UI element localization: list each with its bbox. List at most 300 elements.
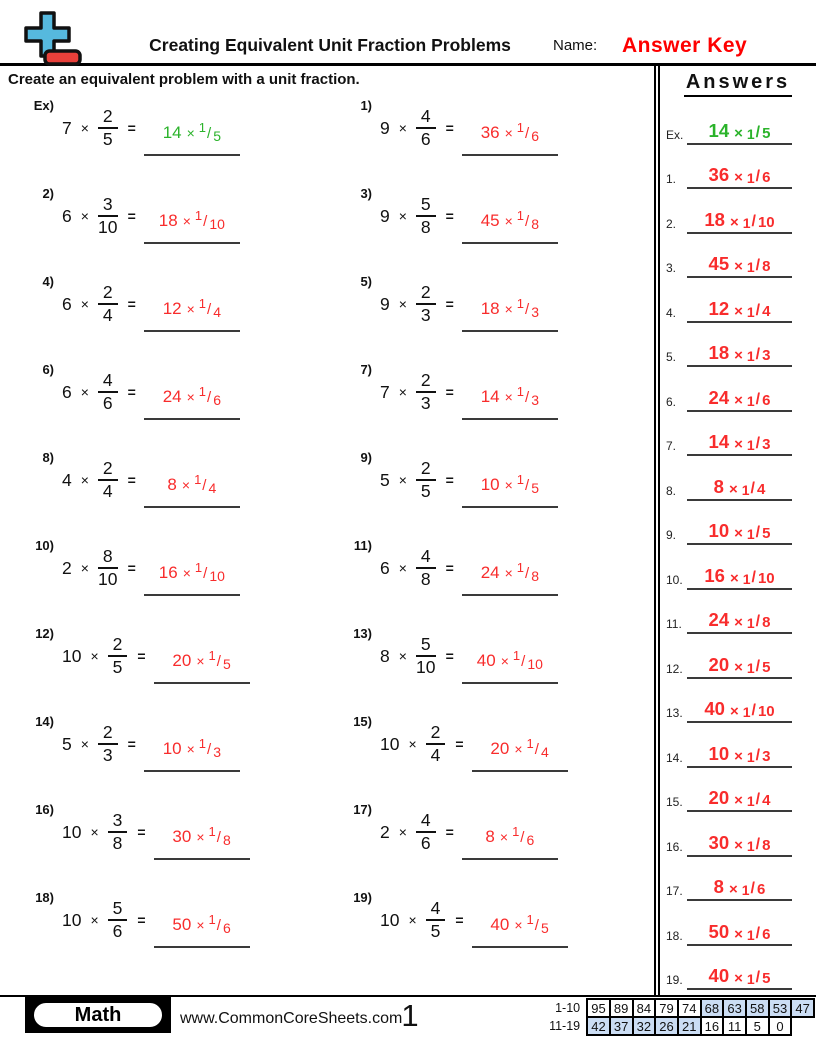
times-icon: × <box>80 472 89 488</box>
score-cell: 16 <box>700 1016 725 1036</box>
problem-number: 18) <box>35 890 54 905</box>
times-icon: × <box>80 296 89 312</box>
answer-multiplier: 20 <box>172 651 192 670</box>
answer-row <box>666 100 792 145</box>
fraction-denominator: 10 <box>416 657 436 677</box>
worksheet-footer <box>0 995 816 1056</box>
answer-unit-numerator: 1 <box>512 648 521 663</box>
answer-times-icon: × <box>734 258 743 275</box>
whole-number: 2 <box>380 821 390 842</box>
fraction-denominator: 5 <box>102 129 113 149</box>
problem-number: 5) <box>360 274 372 289</box>
times-icon: × <box>398 824 407 840</box>
fraction <box>416 635 436 677</box>
answer-denominator: 6 <box>531 128 539 144</box>
answer-unit-numerator: 1 <box>516 560 525 575</box>
problem-item <box>338 876 654 964</box>
score-cell: 95 <box>586 998 611 1018</box>
answer-value <box>687 501 792 546</box>
equals-sign: = <box>455 736 464 752</box>
fraction <box>98 547 118 589</box>
answer-unit-numerator: 1 <box>516 384 525 399</box>
answer-denominator: 3 <box>213 744 221 760</box>
whole-number: 5 <box>62 733 72 754</box>
answer-times-icon: × <box>500 653 509 669</box>
fraction-numerator: 4 <box>98 371 118 393</box>
website-url: www.CommonCoreSheets.com <box>180 1010 403 1027</box>
answer-times-icon: × <box>734 614 743 631</box>
fraction-denominator: 8 <box>420 217 431 237</box>
answer-denominator: 5 <box>540 920 549 936</box>
answer-times-icon: × <box>734 436 743 453</box>
answer-slash: / <box>750 479 755 497</box>
score-table <box>539 998 813 1036</box>
answer-blank <box>462 296 558 332</box>
answer-denominator: 3 <box>531 392 539 408</box>
page-number: 1 <box>401 998 419 1033</box>
answer-multiplier: 10 <box>708 742 730 764</box>
problem-number: 13) <box>353 626 372 641</box>
score-row <box>539 998 813 1018</box>
answer-value <box>687 545 792 590</box>
answer-multiplier: 20 <box>490 739 510 758</box>
answer-row <box>666 278 792 323</box>
fraction-denominator: 10 <box>98 217 118 237</box>
answers-panel <box>654 66 816 995</box>
answer-row-number: 18. <box>666 928 683 943</box>
times-icon: × <box>80 208 89 224</box>
answer-unit-numerator: 1 <box>742 570 751 587</box>
fraction-numerator: 5 <box>416 635 436 657</box>
answer-times-icon: × <box>196 653 205 669</box>
answer-blank <box>462 472 558 508</box>
answer-multiplier: 24 <box>708 609 730 630</box>
answer-slash: / <box>207 125 212 142</box>
answer-row-number: 1. <box>666 172 677 186</box>
answer-times-icon: × <box>734 347 743 364</box>
score-cell: 58 <box>745 998 770 1018</box>
answer-unit-numerator: 1 <box>516 296 525 311</box>
answer-denominator: 5 <box>762 658 771 676</box>
equals-sign: = <box>445 560 454 576</box>
answer-unit-numerator: 1 <box>198 296 207 311</box>
answer-times-icon: × <box>504 565 513 581</box>
answer-slash: / <box>207 301 212 318</box>
fraction <box>416 371 436 413</box>
answer-denominator: 4 <box>540 744 549 760</box>
answer-blank <box>144 120 240 156</box>
answer-times-icon: × <box>504 389 513 405</box>
answer-blank <box>462 648 558 684</box>
problem-number: 10) <box>35 538 54 553</box>
answer-unit-numerator: 1 <box>194 560 203 575</box>
answer-times-icon: × <box>182 565 191 581</box>
answer-slash: / <box>525 565 530 582</box>
equals-sign: = <box>127 120 136 136</box>
problem-item <box>20 172 338 260</box>
fraction-denominator: 3 <box>420 393 431 413</box>
answer-row-number: 3. <box>666 261 677 275</box>
answer-slash: / <box>751 702 756 719</box>
answer-multiplier: 14 <box>708 119 730 141</box>
answer-row <box>666 946 792 991</box>
answer-row-number: 9. <box>666 528 677 542</box>
answer-slash: / <box>755 257 761 274</box>
answer-slash: / <box>750 880 755 897</box>
answer-row-number: 5. <box>666 350 677 364</box>
problem-item <box>338 348 654 436</box>
problem-number: Ex) <box>33 98 54 113</box>
answer-multiplier: 45 <box>708 253 730 274</box>
fraction-denominator: 4 <box>102 305 113 325</box>
times-icon: × <box>398 208 407 224</box>
problem-item <box>338 84 654 172</box>
fraction-denominator: 4 <box>430 745 441 765</box>
answer-denominator: 5 <box>222 656 231 672</box>
equals-sign: = <box>137 912 146 928</box>
fraction-numerator: 3 <box>98 195 118 217</box>
answer-slash: / <box>520 829 525 846</box>
answer-unit-numerator: 1 <box>746 125 755 142</box>
fraction-denominator: 6 <box>102 393 113 413</box>
whole-number: 2 <box>62 557 72 578</box>
answer-times-icon: × <box>734 925 743 943</box>
answer-multiplier: 18 <box>158 211 178 230</box>
answer-slash: / <box>216 917 221 934</box>
problem-number: 12) <box>35 626 54 641</box>
answer-slash: / <box>755 613 761 630</box>
answer-denominator: 3 <box>762 747 771 765</box>
fraction-numerator: 5 <box>416 195 436 217</box>
fraction-numerator: 4 <box>416 107 436 129</box>
fraction-denominator: 8 <box>420 569 431 589</box>
answer-blank <box>472 736 568 772</box>
equals-sign: = <box>137 648 146 664</box>
problem-item <box>20 348 338 436</box>
answer-slash: / <box>755 657 761 675</box>
answer-times-icon: × <box>734 658 743 676</box>
answer-multiplier: 10 <box>162 739 182 758</box>
answer-slash: / <box>203 213 208 230</box>
problem-item <box>338 260 654 348</box>
answer-denominator: 6 <box>762 169 771 186</box>
answer-value <box>687 857 792 902</box>
answer-value <box>687 768 792 813</box>
fraction-numerator: 2 <box>98 107 118 129</box>
problem-number: 17) <box>353 802 372 817</box>
equals-sign: = <box>127 296 136 312</box>
answer-times-icon: × <box>514 917 523 933</box>
answer-slash: / <box>534 917 539 934</box>
problem-item <box>20 788 338 876</box>
answer-denominator: 6 <box>222 920 231 936</box>
answer-multiplier: 12 <box>708 297 730 319</box>
answer-times-icon: × <box>186 741 195 757</box>
answer-row-number: 8. <box>666 483 677 498</box>
answer-row-number: 19. <box>666 973 683 987</box>
problem-number: 7) <box>360 362 372 377</box>
answer-unit-numerator: 1 <box>746 392 755 409</box>
answer-slash: / <box>207 741 212 758</box>
answer-unit-numerator: 1 <box>746 971 755 987</box>
score-row-label: 11-19 <box>549 1019 581 1033</box>
answer-denominator: 5 <box>762 525 771 542</box>
answer-slash: / <box>203 565 208 582</box>
whole-number: 10 <box>62 821 82 842</box>
fraction-numerator: 8 <box>98 547 118 569</box>
answer-row <box>666 901 792 946</box>
answer-slash: / <box>216 653 221 670</box>
score-cell: 42 <box>586 1016 611 1036</box>
answer-unit-numerator: 1 <box>746 526 755 542</box>
answer-multiplier: 18 <box>704 208 725 230</box>
answer-slash: / <box>755 123 761 141</box>
fraction <box>108 635 128 677</box>
answer-row <box>666 145 792 190</box>
answer-value <box>687 100 792 145</box>
answer-blank <box>462 824 558 860</box>
fraction <box>426 899 446 941</box>
answer-slash: / <box>207 389 212 406</box>
answer-denominator: 5 <box>531 480 539 496</box>
answer-multiplier: 40 <box>490 915 510 934</box>
answer-times-icon: × <box>514 741 523 757</box>
fraction <box>98 723 118 765</box>
answer-times-icon: × <box>196 829 205 845</box>
answer-multiplier: 24 <box>708 386 730 408</box>
problem-number: 8) <box>42 450 54 465</box>
times-icon: × <box>398 120 407 136</box>
fraction <box>426 723 446 765</box>
answer-times-icon: × <box>734 391 743 409</box>
problem-number: 11) <box>353 538 372 553</box>
fraction <box>416 107 436 149</box>
answer-denominator: 4 <box>762 302 771 320</box>
answer-times-icon: × <box>504 477 513 493</box>
answer-row-number: 7. <box>666 439 677 453</box>
answer-slash: / <box>755 746 761 764</box>
answer-blank <box>144 560 240 596</box>
score-cell: 32 <box>632 1016 657 1036</box>
answer-value <box>687 145 792 190</box>
answer-multiplier: 20 <box>708 787 730 808</box>
equals-sign: = <box>445 472 454 488</box>
problem-number: 19) <box>353 890 372 905</box>
name-label: Name: <box>553 37 598 54</box>
fraction-denominator: 5 <box>420 481 431 501</box>
answer-row <box>666 723 792 768</box>
fraction-denominator: 5 <box>112 657 123 677</box>
answer-denominator: 10 <box>757 569 775 587</box>
answer-multiplier: 14 <box>480 387 500 406</box>
fraction <box>98 283 118 325</box>
problems-area <box>0 66 654 995</box>
equals-sign: = <box>127 208 136 224</box>
answer-row <box>666 857 792 902</box>
times-icon: × <box>90 824 99 840</box>
answer-times-icon: × <box>182 213 191 229</box>
answer-denominator: 5 <box>762 124 771 142</box>
answer-times-icon: × <box>499 829 509 845</box>
answer-unit-numerator: 1 <box>516 208 525 223</box>
subject-label: Math <box>32 1001 164 1029</box>
fraction-denominator: 3 <box>420 305 431 325</box>
answer-times-icon: × <box>734 169 743 186</box>
answer-multiplier: 18 <box>708 342 730 363</box>
answer-denominator: 4 <box>208 480 217 496</box>
answer-multiplier: 50 <box>172 915 192 934</box>
fraction-denominator: 6 <box>420 833 431 853</box>
times-icon: × <box>80 560 89 576</box>
answer-denominator: 10 <box>757 213 775 231</box>
problem-item <box>20 436 338 524</box>
fraction-numerator: 3 <box>108 811 128 833</box>
answer-times-icon: × <box>734 970 743 987</box>
problem-item <box>338 788 654 876</box>
problem-number: 1) <box>360 98 372 113</box>
answer-slash: / <box>755 924 761 942</box>
score-row-label: 1-10 <box>555 1001 581 1015</box>
fraction <box>98 371 118 413</box>
answer-multiplier: 40 <box>704 698 725 719</box>
answer-unit-numerator: 1 <box>208 912 216 927</box>
score-cell: 37 <box>609 1016 634 1036</box>
fraction <box>416 459 436 501</box>
score-cell: 47 <box>790 998 815 1018</box>
answer-slash: / <box>521 653 526 670</box>
answer-slash: / <box>525 389 530 406</box>
answer-value <box>687 412 792 457</box>
answer-slash: / <box>755 524 761 541</box>
answer-times-icon: × <box>728 881 738 898</box>
score-cell: 63 <box>722 998 747 1018</box>
answer-unit-numerator: 1 <box>194 472 202 487</box>
fraction-denominator: 5 <box>430 921 441 941</box>
equals-sign: = <box>127 560 136 576</box>
answer-row <box>666 679 792 724</box>
whole-number: 9 <box>380 205 390 226</box>
fraction-denominator: 10 <box>98 569 118 589</box>
answer-unit-numerator: 1 <box>746 259 755 275</box>
problem-number: 16) <box>35 802 54 817</box>
answer-row <box>666 234 792 279</box>
answer-value <box>687 590 792 635</box>
answer-slash: / <box>755 390 761 408</box>
answer-slash: / <box>525 301 530 318</box>
fraction <box>416 283 436 325</box>
score-cell: 84 <box>632 998 657 1018</box>
problem-number: 15) <box>353 714 372 729</box>
problem-number: 4) <box>42 274 54 289</box>
fraction-numerator: 2 <box>416 459 436 481</box>
problem-number: 3) <box>360 186 372 201</box>
answer-multiplier: 20 <box>708 653 730 675</box>
answer-denominator: 5 <box>762 970 771 987</box>
equals-sign: = <box>445 296 454 312</box>
answer-times-icon: × <box>196 917 205 933</box>
fraction <box>416 811 436 853</box>
answer-blank <box>462 560 558 596</box>
answer-unit-numerator: 1 <box>208 648 216 663</box>
answer-multiplier: 24 <box>480 563 500 582</box>
answer-row <box>666 412 792 457</box>
whole-number: 4 <box>62 469 72 490</box>
answer-blank <box>154 824 250 860</box>
score-cell: 74 <box>677 998 702 1018</box>
answer-blank <box>144 208 240 244</box>
answer-times-icon: × <box>734 792 743 809</box>
problem-item <box>20 84 338 172</box>
problem-number: 2) <box>42 186 54 201</box>
answer-unit-numerator: 1 <box>742 704 751 720</box>
answer-value <box>687 812 792 857</box>
answer-unit-numerator: 1 <box>746 170 755 186</box>
answer-blank <box>144 472 240 508</box>
problem-item <box>20 524 338 612</box>
answer-row <box>666 323 792 368</box>
answer-row <box>666 768 792 813</box>
equals-sign: = <box>445 824 454 840</box>
answer-slash: / <box>755 435 761 452</box>
score-cell: 68 <box>700 998 725 1018</box>
answer-slash: / <box>534 741 539 758</box>
times-icon: × <box>398 648 407 664</box>
answer-value <box>687 323 792 368</box>
times-icon: × <box>398 472 407 488</box>
fraction-numerator: 4 <box>416 811 436 833</box>
answer-denominator: 4 <box>213 304 221 320</box>
answer-key-text: Answer Key <box>622 34 748 57</box>
answer-blank <box>144 384 240 420</box>
answer-multiplier: 8 <box>167 475 177 494</box>
answer-unit-numerator: 1 <box>526 736 534 751</box>
answer-row <box>666 545 792 590</box>
times-icon: × <box>90 648 99 664</box>
answer-row-number: 17. <box>666 884 683 898</box>
answer-unit-numerator: 1 <box>746 303 755 320</box>
answer-multiplier: 8 <box>713 876 724 897</box>
answer-times-icon: × <box>729 569 739 587</box>
score-cell: 5 <box>745 1016 770 1036</box>
fraction-numerator: 2 <box>98 723 118 745</box>
answer-row <box>666 634 792 679</box>
fraction <box>416 547 436 589</box>
equals-sign: = <box>445 208 454 224</box>
fraction-denominator: 3 <box>102 745 113 765</box>
times-icon: × <box>398 560 407 576</box>
answer-times-icon: × <box>504 301 513 317</box>
answer-times-icon: × <box>729 703 739 720</box>
answer-multiplier: 14 <box>708 431 730 452</box>
answer-denominator: 3 <box>762 436 771 453</box>
answer-times-icon: × <box>734 525 743 542</box>
answer-multiplier: 36 <box>480 123 500 142</box>
answer-slash: / <box>755 791 761 808</box>
answer-multiplier: 18 <box>480 299 500 318</box>
answer-multiplier: 30 <box>708 831 730 853</box>
score-cell: 11 <box>722 1016 747 1036</box>
fraction <box>98 107 118 149</box>
whole-number: 10 <box>380 733 400 754</box>
answer-value <box>687 901 792 946</box>
problem-number: 14) <box>35 714 54 729</box>
answer-denominator: 8 <box>222 832 231 848</box>
answer-value <box>687 946 792 991</box>
answer-denominator: 8 <box>531 216 539 232</box>
answer-denominator: 8 <box>762 614 771 631</box>
fraction-numerator: 2 <box>426 723 446 745</box>
worksheet-header <box>0 0 816 66</box>
